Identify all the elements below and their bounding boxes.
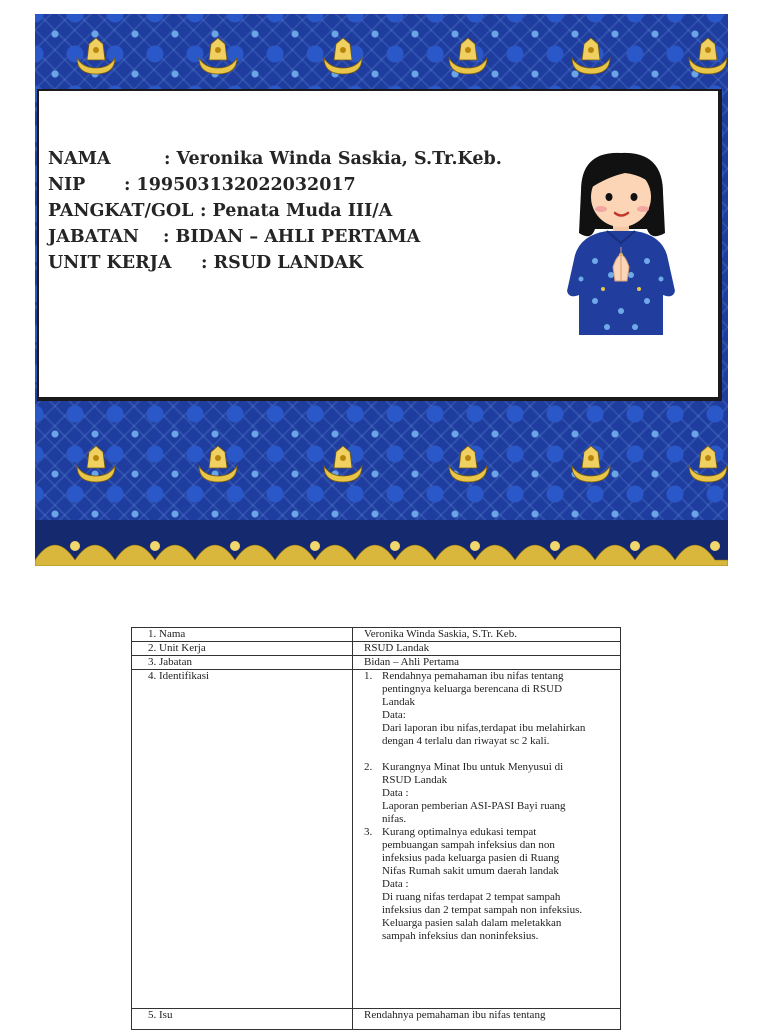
row-value: RSUD Landak [353,642,621,656]
id-value: : Veronika Winda Saskia, S.Tr.Keb. [164,149,502,169]
gold-ornament-band [35,520,728,566]
row-label: 2. Unit Kerja [132,642,353,656]
item-line: nifas. [382,813,407,825]
id-label: NIP [48,175,86,195]
item-line: sampah infeksius dan noninfeksius. [382,930,539,942]
crown-motif-icon [73,444,119,484]
row-label: 5. Isu [132,1009,353,1030]
item-number: 2. [364,761,373,773]
id-label: NAMA [48,149,111,169]
crown-motif-icon [73,36,119,76]
row-value: Veronika Winda Saskia, S.Tr. Keb. [353,628,621,642]
row-label: 3. Jabatan [132,656,353,670]
item-line: infeksius pada keluarga pasien di Ruang [382,852,560,864]
item-line: Nifas Rumah sakit umum daerah landak [382,865,559,877]
item-line: Kurang optimalnya edukasi tempat [382,826,537,838]
id-row-nama [48,149,502,169]
item-line: dengan 4 terlalu dan riwayat sc 2 kali. [382,735,550,747]
id-row-unit-kerja [48,253,364,273]
row-label: 4. Identifikasi [132,670,353,1009]
item-line: pentingnya keluarga berencana di RSUD [382,683,563,695]
woman-in-batik-greeting-icon [551,151,691,341]
item-line: Data: [382,709,406,721]
list-item [364,826,620,943]
item-line: Kurangnya Minat Ibu untuk Menyusui di [382,761,564,773]
crown-motif-icon [445,36,491,76]
item-line: Rendahnya pemahaman ibu nifas tentang [382,670,564,682]
item-line: Keluarga pasien salah dalam meletakkan [382,917,562,929]
table-row [132,670,621,1009]
crown-motif-icon [568,444,614,484]
id-label: UNIT KERJA [48,253,172,273]
crown-motif-icon [685,36,728,76]
crown-motif-icon [685,444,728,484]
id-row-jabatan [48,227,421,247]
crown-motif-icon [195,36,241,76]
crown-motif-icon [320,36,366,76]
table-row [132,656,621,670]
table-row [132,628,621,642]
item-line: Laporan pemberian ASI-PASI Bayi ruang [382,800,566,812]
row-value: Rendahnya pemahaman ibu nifas tentang [353,1009,621,1030]
list-item [364,761,620,826]
id-card [37,89,722,401]
item-number: 1. [364,670,373,682]
item-line: Data : [382,878,409,890]
id-row-pangkat [48,201,393,221]
crown-motif-icon [195,444,241,484]
item-line: infeksius dan 2 tempat sampah non infeksius. [382,904,583,916]
crown-motif-icon [568,36,614,76]
item-number: 3. [364,826,373,838]
table-row [132,642,621,656]
crown-motif-icon [320,444,366,484]
id-label: PANGKAT/GOL [48,201,194,221]
crown-motif-icon [445,444,491,484]
id-row-nip [48,175,356,195]
item-line: Dari laporan ibu nifas,terdapat ibu melahirkan [382,722,586,734]
id-value: : 199503132022032017 [124,175,356,195]
identifikasi-cell [353,670,621,1009]
item-line: Data : [382,787,409,799]
item-line: pembuangan sampah infeksius dan non [382,839,555,851]
item-line: RSUD Landak [382,774,448,786]
profile-table [131,627,621,1030]
table-row [132,1009,621,1030]
list-item [364,670,620,748]
item-line: Landak [382,696,415,708]
item-line: Di ruang nifas terdapat 2 tempat sampah [382,891,561,903]
id-value: : Penata Muda III/A [200,201,393,221]
id-value: : RSUD LANDAK [201,253,364,273]
row-value: Bidan – Ahli Pertama [353,656,621,670]
id-value: : BIDAN – AHLI PERTAMA [163,227,421,247]
row-label: 1. Nama [132,628,353,642]
id-label: JABATAN [48,227,139,247]
